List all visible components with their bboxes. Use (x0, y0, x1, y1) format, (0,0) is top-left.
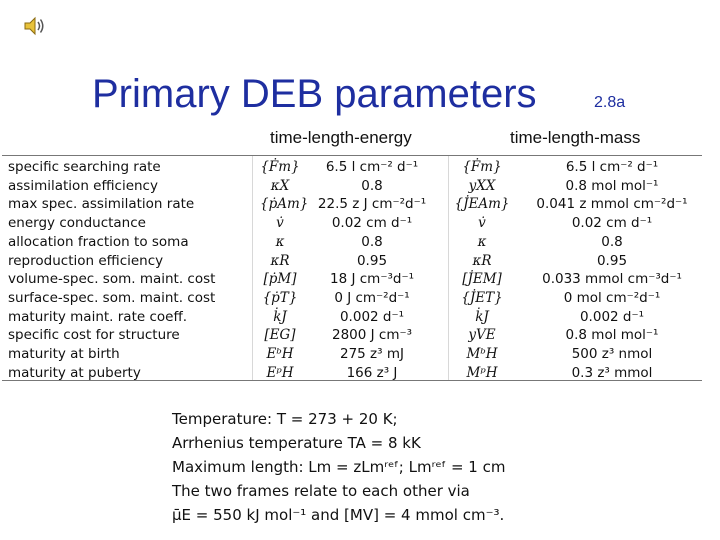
energy-value: 18 J cm⁻³d⁻¹ (330, 271, 414, 288)
parameter-table (2, 152, 702, 382)
mass-value: 0 mol cm⁻²d⁻¹ (563, 289, 661, 306)
mass-symbol: yXX (468, 177, 496, 194)
mass-symbol: {J̇EAm} (454, 196, 510, 213)
table-row (2, 158, 702, 177)
column-header-mass: time-length-mass (510, 128, 641, 147)
mass-symbol: {J̇ET} (461, 289, 503, 306)
energy-symbol: [ṗM] (263, 271, 297, 288)
energy-symbol: {ṗT} (262, 289, 298, 306)
table-row (2, 195, 702, 214)
param-label: specific searching rate (8, 159, 161, 175)
mass-value: 0.02 cm d⁻¹ (571, 215, 653, 232)
energy-value: 22.5 z J cm⁻²d⁻¹ (317, 196, 427, 213)
mass-symbol: v̇ (478, 215, 486, 232)
energy-value: 2800 J cm⁻³ (331, 327, 413, 344)
energy-value: 6.5 l cm⁻² d⁻¹ (325, 159, 419, 175)
energy-value: 275 z³ mJ (340, 346, 404, 362)
note-arrhenius: Arrhenius temperature TA = 8 kK (172, 434, 421, 452)
param-label: reproduction efficiency (8, 252, 164, 269)
mass-value: 0.033 mmol cm⁻³d⁻¹ (542, 271, 682, 288)
energy-value: 0.95 (356, 252, 388, 269)
mass-value: 0.8 (601, 233, 623, 250)
param-label: max spec. assimilation rate (8, 196, 195, 213)
mass-symbol: κ (477, 233, 487, 250)
energy-symbol: v̇ (276, 215, 284, 232)
energy-symbol: [EG] (264, 327, 296, 344)
notes-box (168, 408, 588, 532)
energy-symbol: EᵇH (266, 346, 294, 362)
table-row (2, 233, 702, 252)
energy-symbol: κ (275, 233, 285, 250)
param-label: allocation fraction to soma (8, 233, 189, 250)
mass-value: 0.002 d⁻¹ (579, 308, 645, 325)
mass-symbol: k̇J (475, 308, 489, 325)
energy-value: 0 J cm⁻²d⁻¹ (334, 289, 410, 306)
energy-symbol: k̇J (273, 308, 287, 325)
energy-symbol: κX (270, 177, 290, 194)
table-row (2, 289, 702, 308)
energy-symbol: {ṗAm} (260, 196, 309, 213)
param-label: maturity at puberty (8, 364, 141, 381)
mass-value: 0.95 (596, 252, 628, 269)
table-row (2, 364, 702, 383)
energy-value: 0.8 (361, 233, 383, 250)
table-row (2, 214, 702, 233)
table-row (2, 326, 702, 345)
mass-value: 0.8 mol mol⁻¹ (565, 177, 659, 194)
note-max-length: Maximum length: Lm = zLmʳᵉᶠ; Lmʳᵉᶠ = 1 cm (172, 458, 506, 476)
note-frames: The two frames relate to each other via (172, 482, 470, 500)
mass-value: 6.5 l cm⁻² d⁻¹ (565, 159, 659, 175)
note-relation: μ̄E = 550 kJ mol⁻¹ and [MV] = 4 mmol cm⁻³. (172, 506, 505, 524)
energy-value: 0.02 cm d⁻¹ (331, 215, 413, 232)
param-label: maturity at birth (8, 346, 120, 362)
slide-number: 2.8a (594, 94, 626, 111)
mass-symbol: MᵇH (466, 346, 498, 362)
param-label: maturity maint. rate coeff. (8, 308, 188, 325)
mass-symbol: yVE (468, 327, 496, 344)
energy-symbol: EᵖH (266, 364, 294, 381)
table-row (2, 308, 702, 327)
mass-value: 0.8 mol mol⁻¹ (565, 327, 659, 344)
column-header-energy: time-length-energy (270, 128, 412, 147)
table-row (2, 252, 702, 271)
param-label: specific cost for structure (8, 327, 180, 344)
param-label: volume-spec. som. maint. cost (8, 271, 216, 288)
energy-symbol: κR (270, 252, 290, 269)
table-row (2, 270, 702, 289)
param-label: energy conductance (8, 215, 146, 232)
mass-symbol: κR (472, 252, 492, 269)
table-row (2, 345, 702, 364)
param-label: assimilation efficiency (8, 177, 158, 194)
mass-value: 500 z³ nmol (571, 346, 653, 362)
mass-symbol: {Ḟm} (462, 159, 502, 175)
mass-symbol: [J̇EM] (462, 271, 502, 288)
note-temperature: Temperature: T = 273 + 20 K; (172, 410, 398, 428)
energy-symbol: {Ḟm} (260, 159, 300, 175)
mass-value: 0.3 z³ mmol (571, 364, 653, 381)
speaker-icon[interactable] (22, 14, 46, 38)
energy-value: 0.8 (361, 177, 383, 194)
table-row (2, 177, 702, 196)
energy-value: 166 z³ J (346, 364, 398, 381)
param-label: surface-spec. som. maint. cost (8, 289, 216, 306)
mass-symbol: MᵖH (466, 364, 498, 381)
mass-value: 0.041 z mmol cm⁻²d⁻¹ (536, 196, 688, 213)
slide-title: Primary DEB parameters (92, 72, 537, 116)
table-top-rule (2, 155, 702, 156)
energy-value: 0.002 d⁻¹ (339, 308, 405, 325)
